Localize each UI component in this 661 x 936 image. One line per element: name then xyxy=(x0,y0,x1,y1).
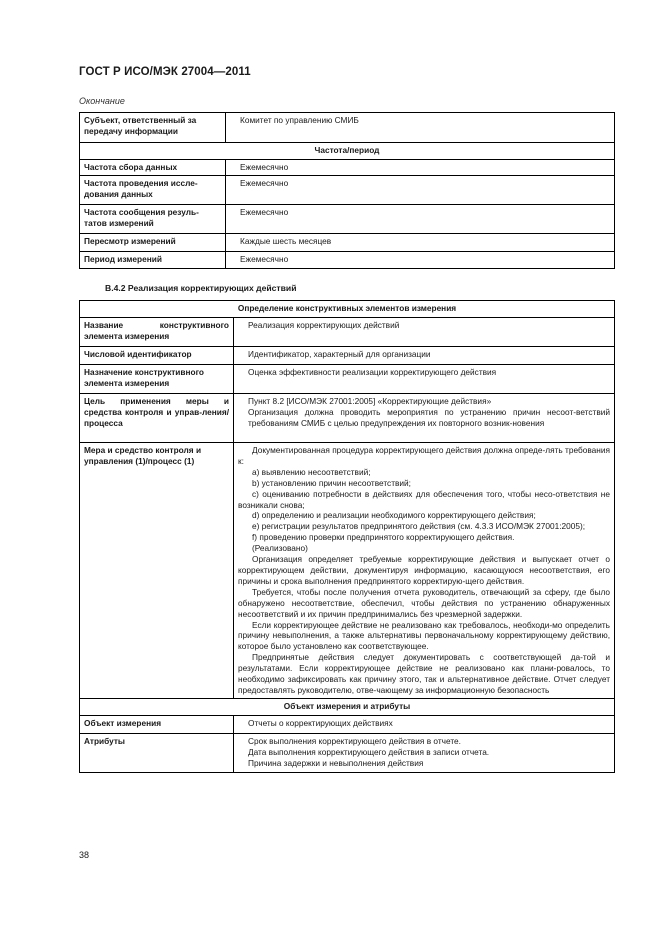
row-value: Реализация корректирующих действий xyxy=(234,318,615,347)
row-value: Каждые шесть месяцев xyxy=(226,234,615,252)
attribute-line: Срок выполнения корректирующего действия в отчете. xyxy=(248,735,461,746)
table-row xyxy=(80,365,615,394)
attributes-label: Атрибуты xyxy=(80,733,234,772)
row-value: Ежемесячно xyxy=(226,160,615,176)
frequency-section-heading: Частота/период xyxy=(80,143,615,160)
row-label: Название конструктивного элемента измерения xyxy=(80,318,234,347)
measure-label: Мера и средство контроля и управления (1)/процесс (1) xyxy=(80,443,234,699)
table-row xyxy=(80,205,615,234)
table-row xyxy=(80,252,615,269)
table-row xyxy=(80,176,615,205)
measure-paragraph: Документированная процедура корректирующего действия должна опреде-лять требования к: xyxy=(238,445,610,466)
row-label: Назначение конструктивного элемента измерения xyxy=(80,365,234,394)
row-value: Ежемесячно xyxy=(226,205,615,234)
attribute-line: Дата выполнения корректирующего действия в записи отчета. xyxy=(248,746,490,757)
table-row xyxy=(80,234,615,252)
implemented-note: (Реализовано) xyxy=(252,543,308,554)
measure-paragraph: Если корректирующее действие не реализовано как требовалось, необходи-мо определить причину невыполнения, а также альтернативы первоначальному корректирующему действию, которое было установлено как соответствующее. xyxy=(238,619,610,652)
document-title: ГОСТ Р ИСО/МЭК 27004—2011 xyxy=(79,66,251,78)
responsible-value: Комитет по управлению СМИБ xyxy=(226,113,615,143)
row-label: Частота проведения иссле-дования данных xyxy=(80,176,226,205)
table-heading: Определение конструктивных элементов измерения xyxy=(80,301,615,318)
row-value: Ежемесячно xyxy=(226,252,615,269)
measure-paragraph: Предпринятые действия следует документировать с соответствующей да-той и результатами. Если корректирующее действие не реализовано как плани-ровалось, то необходимо зафиксировать как причину этого, так и альтернативное действие. Отчет следует предоставлять руководителю, отве-чающему за информационную безопасность xyxy=(238,652,610,695)
measure-list-item: d) определению и реализации необходимого корректирующего действия; xyxy=(252,510,536,521)
attribute-line: Причина задержки и невыполнения действия xyxy=(248,757,424,768)
attributes-cell xyxy=(234,733,615,772)
measure-list-item: b) установлению причин несоответствий; xyxy=(252,477,411,488)
table-row xyxy=(80,698,615,715)
section-title: В.4.2 Реализация корректирующих действий xyxy=(105,283,297,293)
row-label: Частота сообщения резуль-татов измерений xyxy=(80,205,226,234)
row-label: Пересмотр измерений xyxy=(80,234,226,252)
row-value: Идентификатор, характерный для организации xyxy=(234,347,615,365)
table-row xyxy=(80,143,615,160)
row-label: Числовой идентификатор xyxy=(80,347,234,365)
row-label: Период измерений xyxy=(80,252,226,269)
table-row xyxy=(80,347,615,365)
measure-list-item: e) регистрации результатов предпринятого действия (см. 4.3.3 ИСО/МЭК 27001:2005); xyxy=(252,521,586,532)
row-label: Частота сбора данных xyxy=(80,160,226,176)
purpose-label: Цель применения меры и средства контроля и управ-ления/процесса xyxy=(80,394,234,443)
table-row xyxy=(80,733,615,772)
table-row xyxy=(80,113,615,143)
object-section-heading: Объект измерения и атрибуты xyxy=(80,698,615,715)
object-value: Отчеты о корректирующих действиях xyxy=(234,715,615,733)
table-row xyxy=(80,715,615,733)
purpose-text: Организация должна проводить мероприятия по устранению причин несоот-ветствий требованиям СМИБ с целью предупреждения их повторного возник-новения xyxy=(248,406,610,428)
table-row xyxy=(80,160,615,176)
purpose-cell xyxy=(234,394,615,443)
object-label: Объект измерения xyxy=(80,715,234,733)
table-row xyxy=(80,318,615,347)
measure-cell xyxy=(234,443,615,699)
measure-paragraph: Организация определяет требуемые корректирующие действия и выпускает отчет о корректирующем действии, документируя информацию, касающуюся несоответствия, его причины и срока выполнения предпринятого корректирую-щего действия. xyxy=(238,554,610,586)
table-row xyxy=(80,394,615,443)
row-value: Ежемесячно xyxy=(226,176,615,205)
frequency-table xyxy=(79,112,615,269)
continuation-label: Окончание xyxy=(79,96,125,106)
row-value: Оценка эффективности реализации корректирующего действия xyxy=(234,365,615,394)
measure-list-item: a) выявлению несоответствий; xyxy=(252,466,371,477)
table-row xyxy=(80,443,615,699)
responsible-label: Субъект, ответственный за передачу информации xyxy=(80,113,226,143)
measurement-construct-table xyxy=(79,300,615,773)
purpose-reference: Пункт 8.2 [ИСО/МЭК 27001:2005] «Корректирующие действия» xyxy=(248,396,492,406)
measure-list-item: c) оцениванию потребности в действиях для обеспечения того, чтобы несо-ответствия не возникали снова; xyxy=(238,488,610,510)
measure-list-item: f) проведению проверки предпринятого корректирующего действия. xyxy=(252,532,515,543)
table-row xyxy=(80,301,615,318)
page-number: 38 xyxy=(79,850,90,860)
measure-paragraph: Требуется, чтобы после получения отчета руководитель, отвечающий за сферу, где было обнаружено несоответствие, обеспечил, чтобы действия по устранению обнаруженных несоответствий и их причин предпринимались без чрезмерной задержки. xyxy=(238,586,610,619)
